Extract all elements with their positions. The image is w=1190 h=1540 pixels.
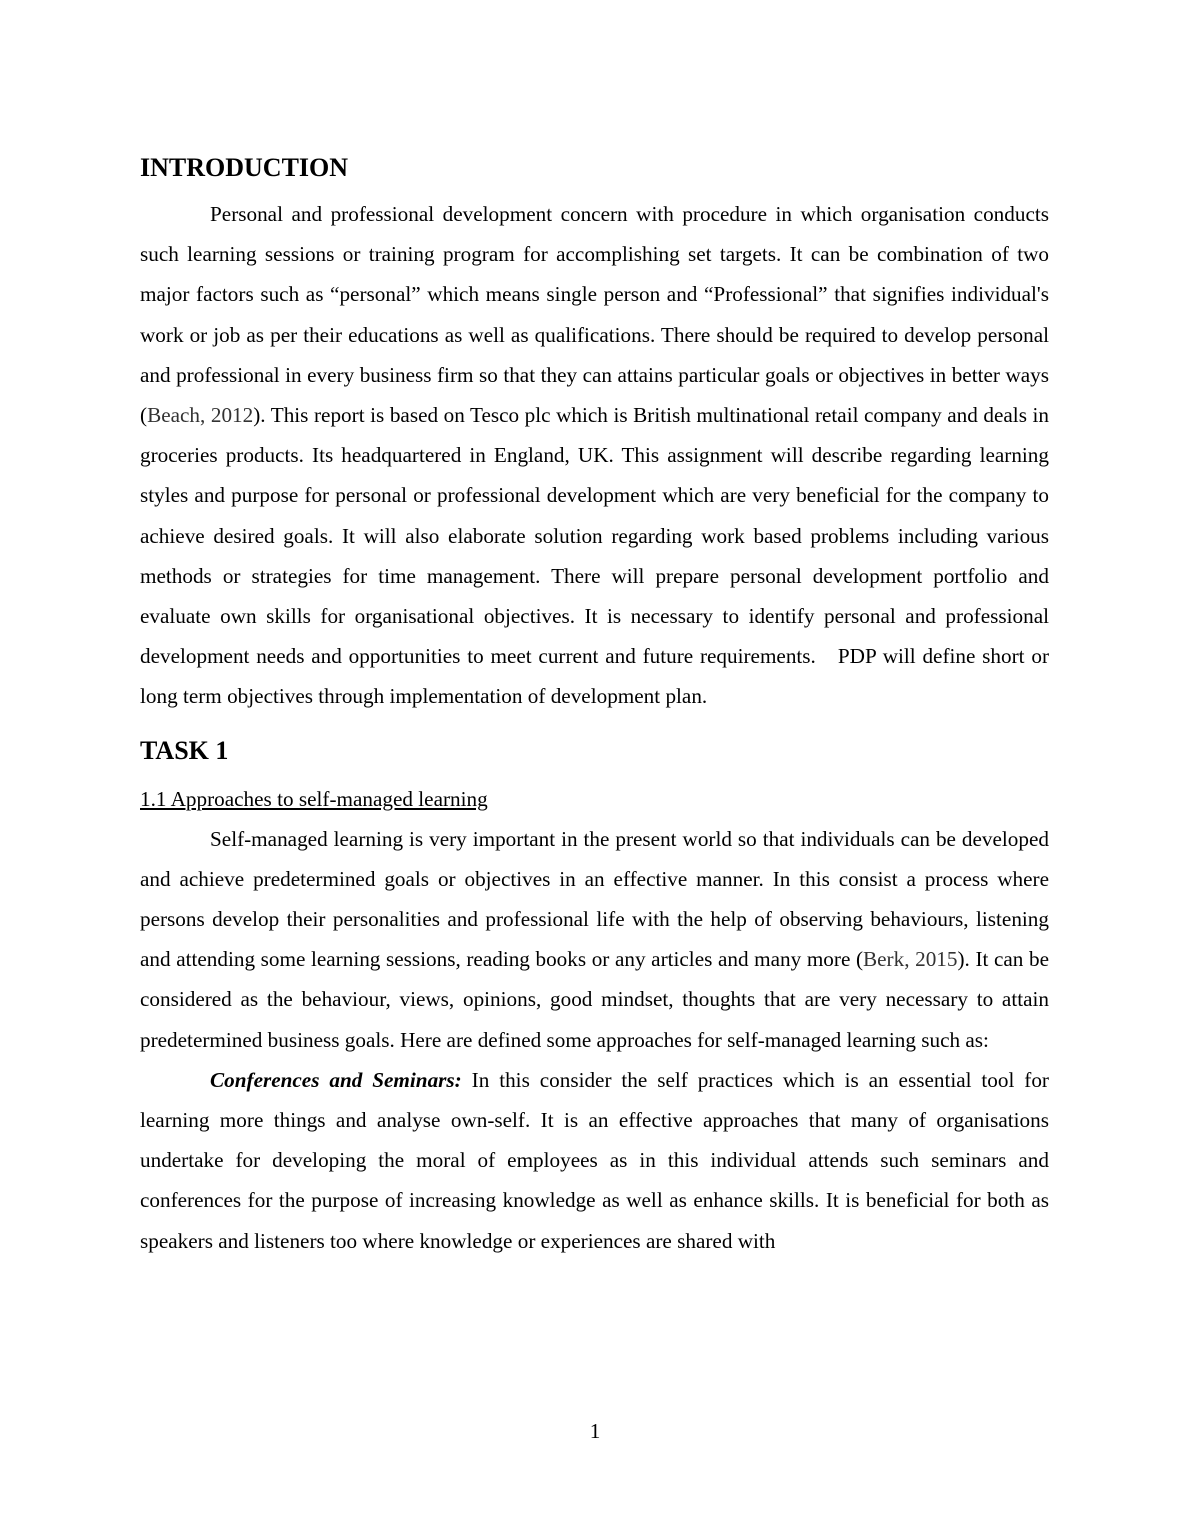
introduction-paragraph (140, 194, 1049, 717)
self-managed-learning-paragraph (140, 819, 1049, 1060)
task1-text-part-1: Self-managed learning is very important in the present world so that individuals can be developed and achieve predetermined goals or objectives in an effective manner. In this consist a process where persons develop their personalities and professional life with the help of observing behaviours, listening and attending some learning sessions, reading books or any articles and many more ( (140, 826, 1049, 972)
intro-text-part-3: PDP will define short or long term objectives through implementation of development plan. (140, 644, 1049, 709)
citation-berk: Berk, 2015 (863, 947, 958, 972)
task-1-heading: TASK 1 (140, 735, 229, 765)
conferences-text: In this consider the self practices which is an essential tool for learning more things and analyse own-self. It is an effective approaches that many of organisations undertake for developing the moral of employees as in this individual attends such seminars and conferences for the purpose of increasing knowledge as well as enhance skills. It is beneficial for both as speakers and listeners too where knowledge or experiences are shared with (140, 1067, 1049, 1253)
introduction-heading: INTRODUCTION (140, 153, 349, 182)
task1-text-part-2: ). It can be considered as the behaviour, views, opinions, good mindset, thoughts that are very necessary to attain predetermined business goals. Here are defined some approaches for self-managed learning such as: (140, 947, 1049, 1052)
page-number: 1 (589, 1419, 601, 1443)
intro-text-part-2: ). This report is based on Tesco plc which is British multinational retail company and deals in groceries products. Its headquartered in England, UK. This assignment will describe regarding learning styles and purpose for personal or professional development which are very beneficial for the company to achieve desired goals. It will also elaborate solution regarding work based problems including various methods or strategies for time management. There will prepare personal development portfolio and evaluate own skills for organisational objectives. It is necessary to identify personal and professional development needs and opportunities to meet current and future requirements. (140, 403, 1049, 669)
intro-text-part-1: Personal and professional development concern with procedure in which organisation conducts such learning sessions or training program for accomplishing set targets. It can be combination of two major factors such as “personal” which means single person and “Professional” that signifies individual's work or job as per their educations as well as qualifications. There should be required to develop personal and professional in every business firm so that they can attains particular goals or objectives in better ways ( (140, 202, 1049, 428)
conferences-paragraph (140, 1060, 1049, 1261)
term-conferences-seminars: Conferences and Seminars: (210, 1067, 462, 1092)
section-1-1-subheading: 1.1 Approaches to self-managed learning (140, 786, 488, 811)
citation-beach: Beach, 2012 (147, 403, 254, 428)
document-page (140, 148, 1049, 1261)
